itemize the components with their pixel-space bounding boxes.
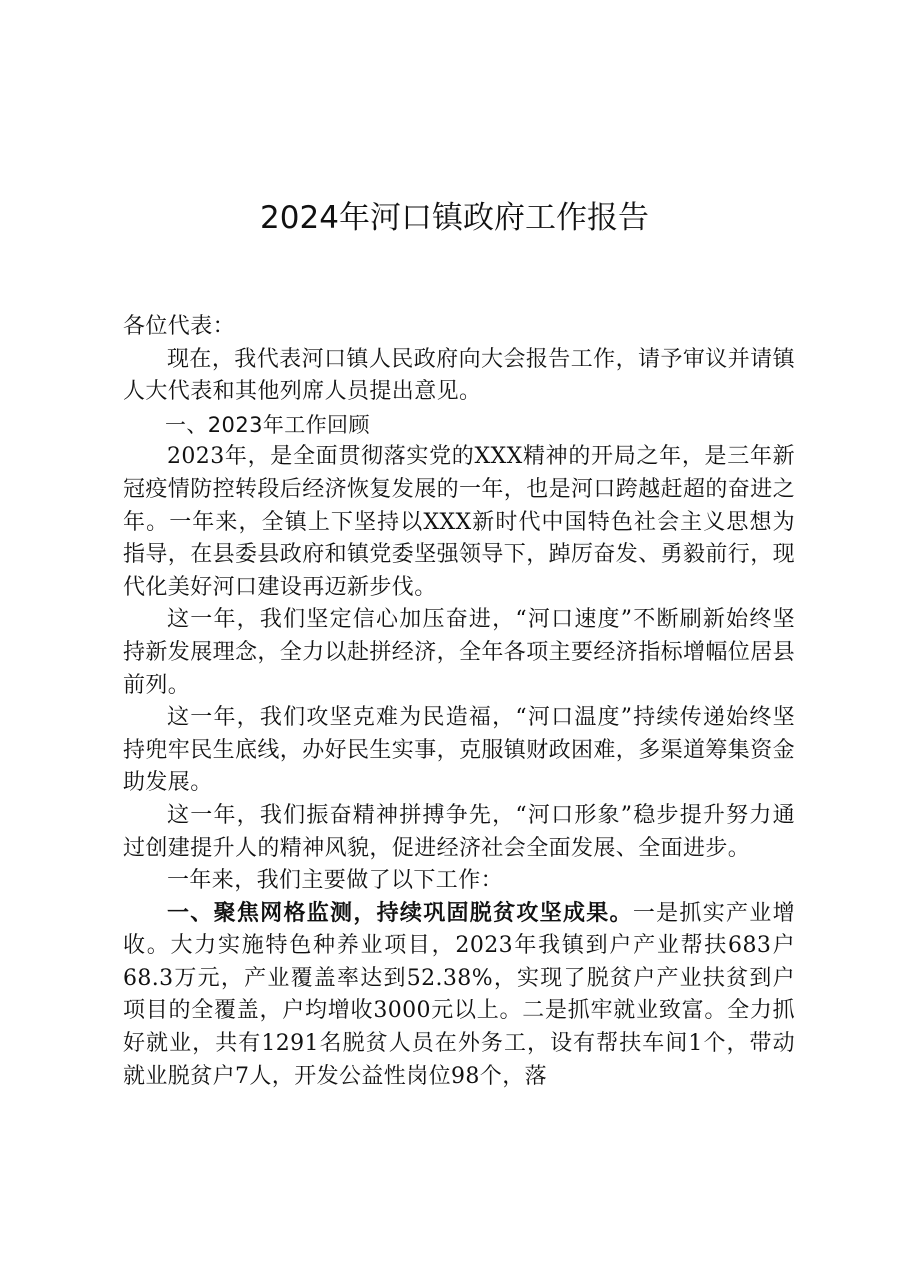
document-title: 2024年河口镇政府工作报告 — [260, 200, 649, 236]
section-heading: 一、2023年工作回顾 — [165, 412, 370, 437]
paragraph-2023-overview: 2023年，是全面贯彻落实党的XXX精神的开局之年，是三年新冠疫情防控转段后经济恢复发展的一年，也是河口跨越赶超的奋进之年。一年来，全镇上下坚持以XXX新时代中国特色社会主义思想为指导，在县委县政府和镇党委坚强领导下，踔厉奋发、勇毅前行，现代化美好河口建设再迈新步伐。 — [123, 444, 796, 600]
salutation: 各位代表： — [123, 314, 236, 339]
intro-paragraph: 现在，我代表河口镇人民政府向大会报告工作，请予审议并请镇人大代表和其他列席人员提出意见。 — [123, 346, 795, 405]
paragraph-hekou-warmth: 这一年，我们攻坚克难为民造福，“河口温度”持续传递始终坚持兜牢民生底线，办好民生实事，克服镇财政困难，多渠道筹集资金助发展。 — [123, 705, 796, 796]
work-item-1-title: 一、聚焦网格监测，持续巩固脱贫攻坚成果。 — [167, 900, 633, 926]
document-body — [123, 311, 795, 1093]
paragraph-work-intro: 一年来，我们主要做了以下工作： — [167, 868, 504, 894]
work-item-1-text: 一是抓实产业增收。大力实施特色种养业项目，2023年我镇到户产业帮扶683户68.3万元，产业覆盖率达到52.38%，实现了脱贫户产业扶贫到户项目的全覆盖，户均增收3000元以上。二是抓牢就业致富。全力抓好就业，共有1291名脱贫人员在外务工，设有帮扶车间1个，带动就业脱贫户7人，开发公益性岗位98个，落 — [123, 900, 795, 1089]
paragraph-hekou-speed: 这一年，我们坚定信心加压奋进，“河口速度”不断刷新始终坚持新发展理念，全力以赴拼经济，全年各项主要经济指标增幅位居县前列。 — [123, 607, 796, 698]
paragraph-hekou-image: 这一年，我们振奋精神拼搏争先，“河口形象”稳步提升努力通过创建提升人的精神风貌，促进经济社会全面发展、全面进步。 — [123, 802, 795, 861]
work-item-1 — [123, 898, 795, 1094]
